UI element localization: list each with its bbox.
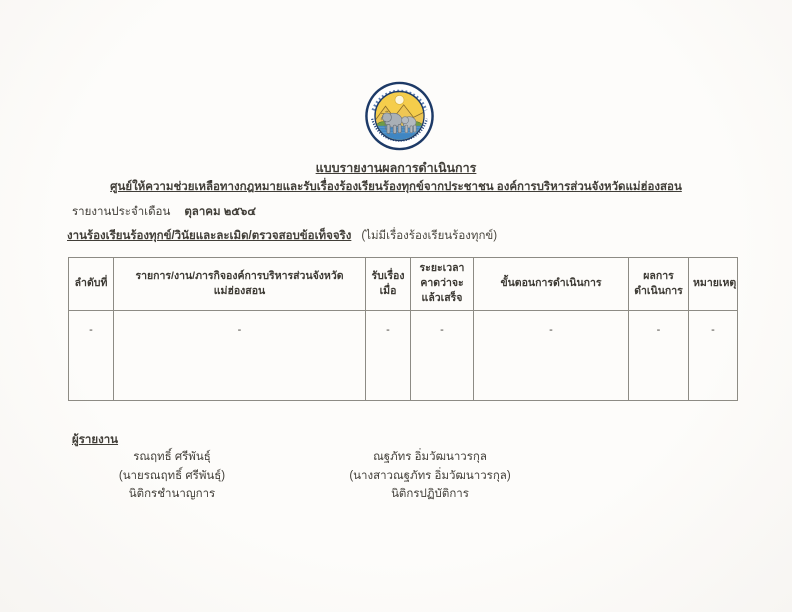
col-header-received-date: รับเรื่องเมื่อ [366, 258, 411, 311]
signature-block-right [330, 448, 530, 504]
section-line [67, 227, 497, 245]
report-table [68, 257, 738, 401]
cell-task: - [114, 310, 366, 400]
title-block [0, 160, 792, 196]
signature-left-signature: รณฤทธิ์ ศรีพันธุ์ [133, 451, 211, 463]
signature-left-name: (นายรณฤทธิ์ ศรีพันธุ์) [118, 469, 226, 482]
elephant-seal-icon [363, 81, 436, 151]
report-month-value: ตุลาคม ๒๕๖๔ [184, 206, 257, 218]
signature-right-signature: ณฐภัทร อิ่มวัฒนาวรกุล [373, 451, 487, 463]
col-header-task: รายการ/งาน/ภารกิจองค์การบริหารส่วนจังหวัดแม่ฮ่องสอน [114, 258, 366, 311]
table-header-row [69, 258, 738, 311]
signature-block-left [82, 448, 262, 504]
cell-result: - [629, 310, 689, 400]
col-header-process-steps: ขั้นตอนการดำเนินการ [474, 258, 629, 311]
reporter-label: ผู้รายงาน [72, 434, 119, 446]
table-row [69, 310, 738, 400]
signature-left-position: นิติกรชำนาญการ [128, 488, 216, 500]
section-heading: งานร้องเรียนร้องทุกข์/วินัยและละเมิด/ตรวจสอบข้อเท็จจริง [67, 230, 352, 242]
cell-remark: - [689, 310, 738, 400]
report-month-line [72, 203, 256, 221]
report-month-label: รายงานประจำเดือน [72, 206, 171, 218]
col-header-remark: หมายเหตุ [689, 258, 738, 311]
col-header-result: ผลการดำเนินการ [629, 258, 689, 311]
signature-right-position: นิติกรปฏิบัติการ [391, 488, 469, 500]
cell-received-date: - [366, 310, 411, 400]
cell-process-steps: - [474, 310, 629, 400]
provincial-seal-logo [363, 81, 436, 151]
cell-expected-duration: - [411, 310, 474, 400]
document-subtitle: ศูนย์ให้ความช่วยเหลือทางกฎหมายและรับเรื่องร้องเรียนร้องทุกข์จากประชาชน องค์การบริหารส่วนจังหวัดแม่ฮ่องสอน [110, 181, 682, 193]
signature-right-name: (นางสาวณฐภัทร อิ่มวัฒนาวรกุล) [349, 469, 511, 482]
document-title: แบบรายงานผลการดำเนินการ [315, 161, 477, 175]
col-header-order: ลำดับที่ [69, 258, 114, 311]
cell-order: - [69, 310, 114, 400]
section-note: (ไม่มีเรื่องร้องเรียนร้องทุกข์) [361, 230, 498, 242]
col-header-expected-duration: ระยะเวลาคาดว่าจะแล้วเสร็จ [411, 258, 474, 311]
